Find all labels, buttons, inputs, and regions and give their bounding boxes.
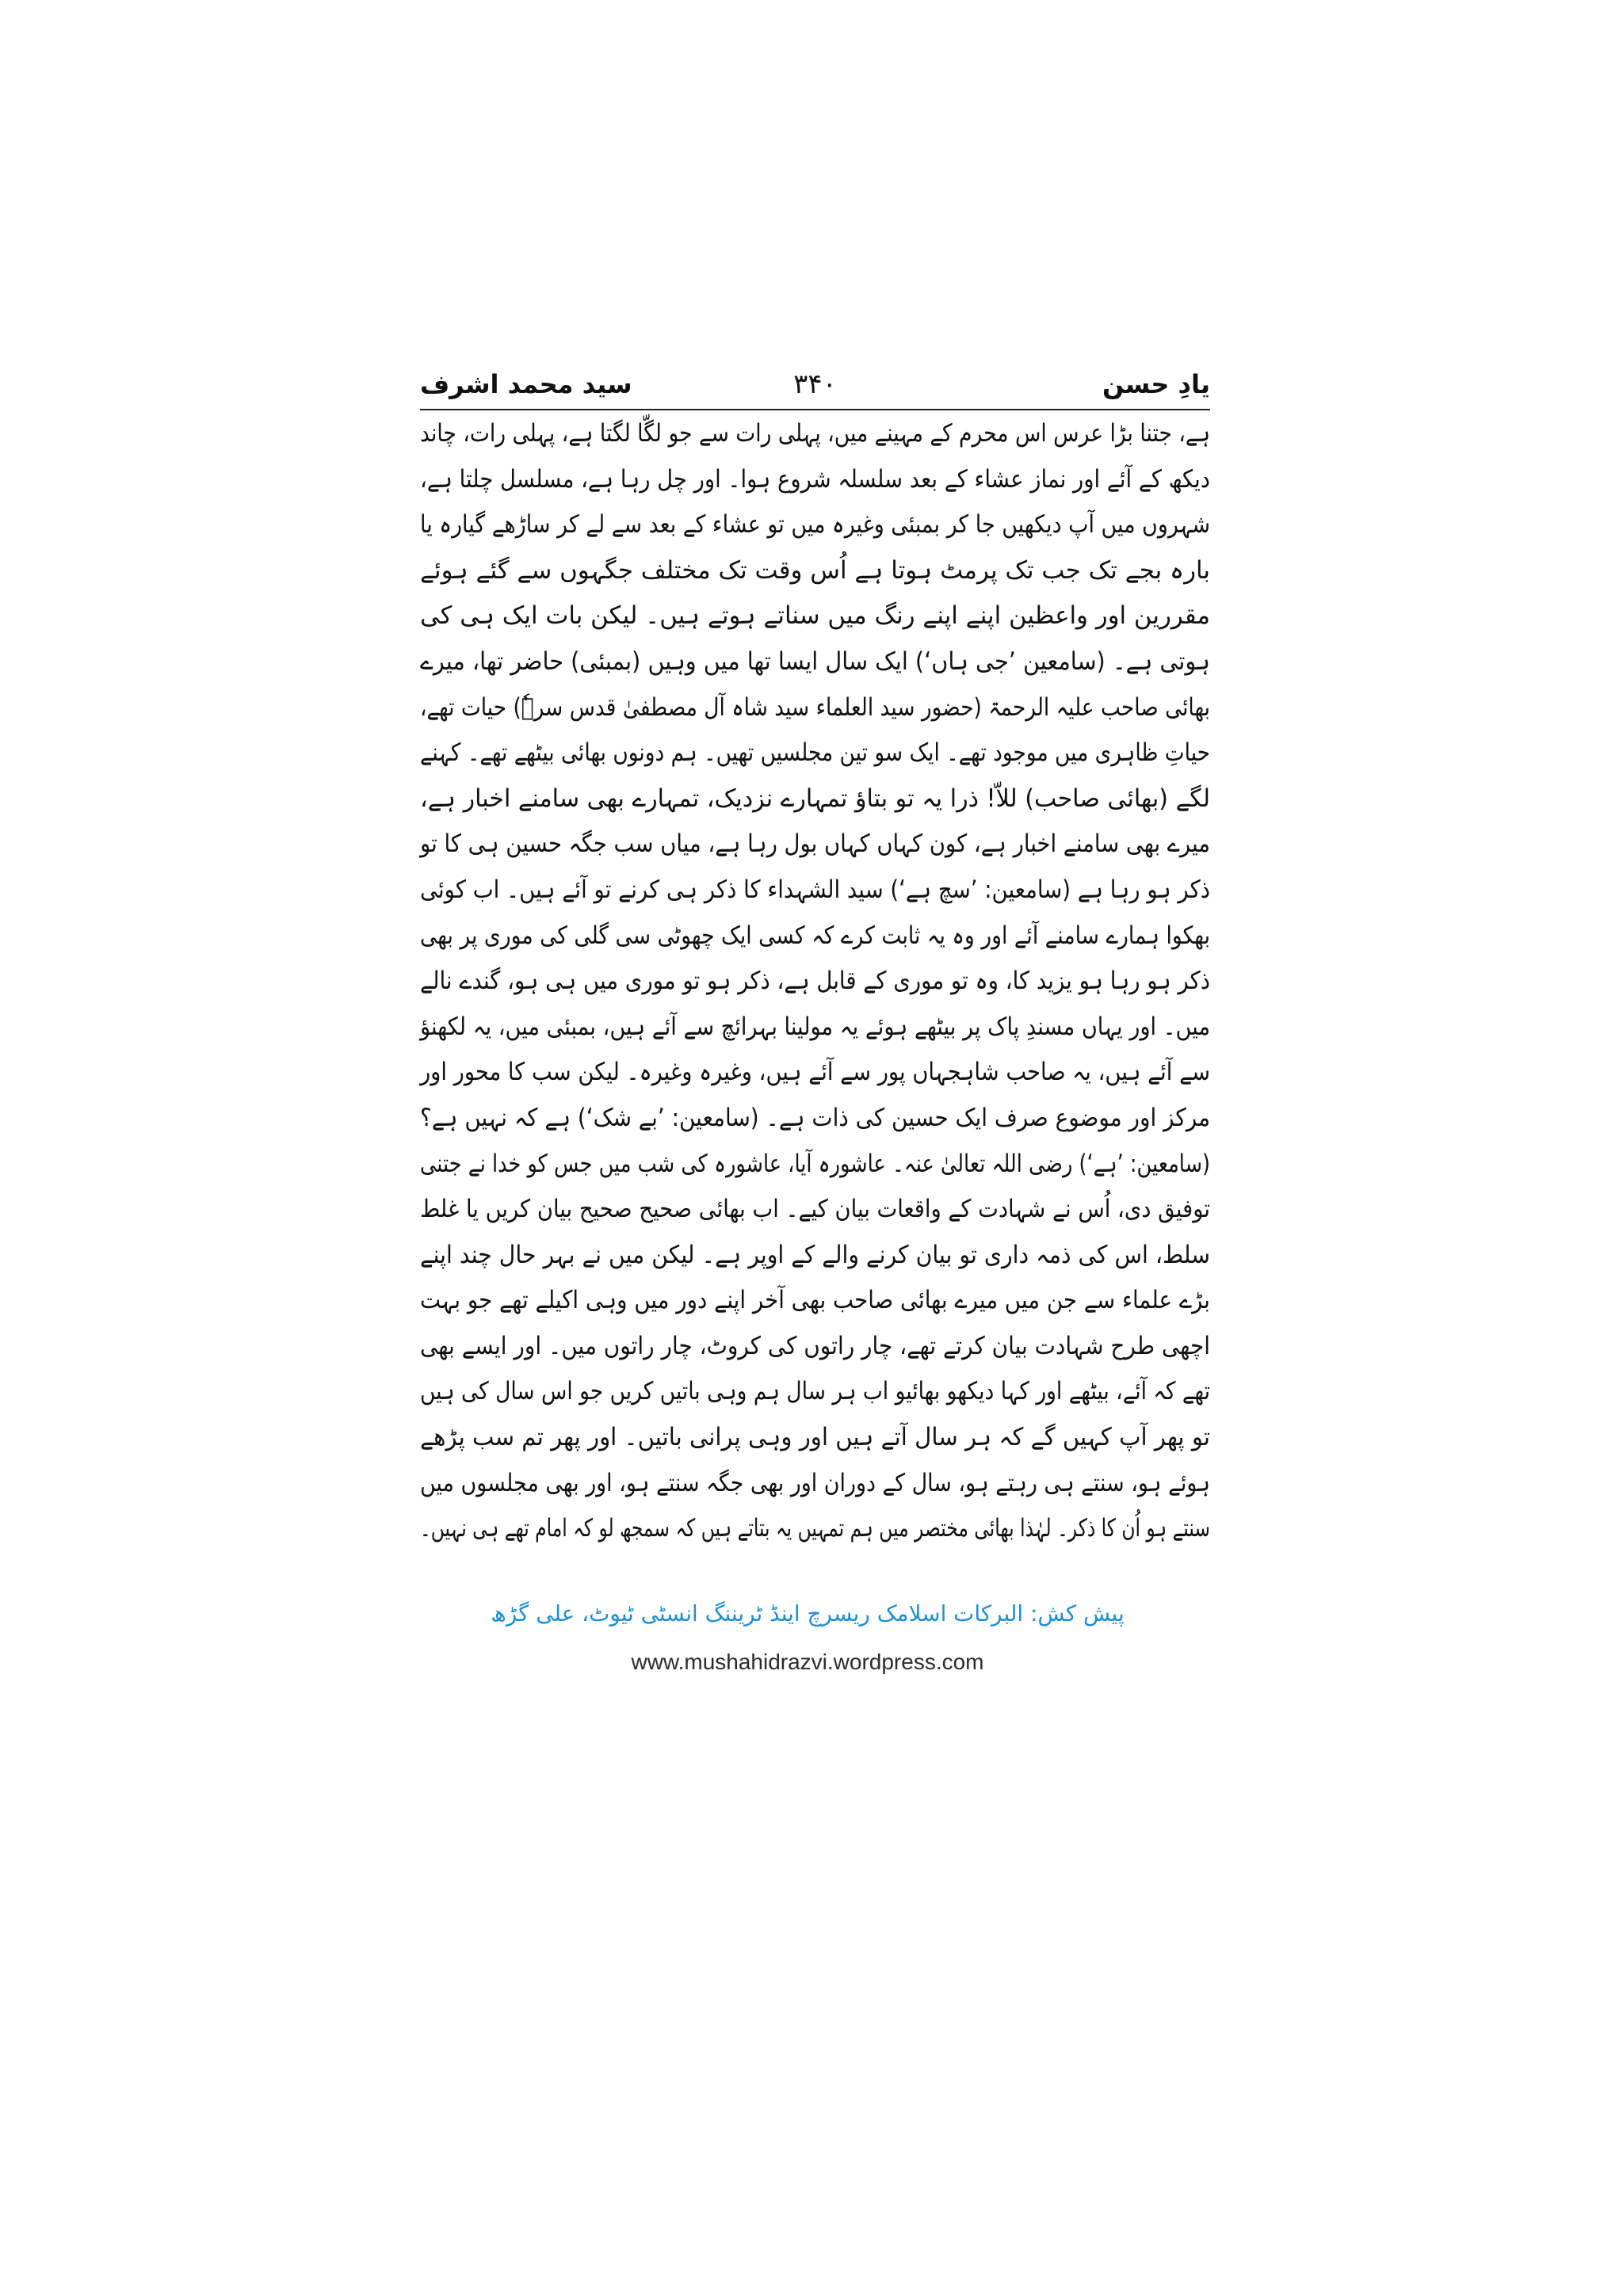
presenter-credit-text: پیش کش: البرکات اسلامک ریسرچ اینڈ ٹریننگ انسٹی ٹیوٹ، علی گڑھ [491,1600,1125,1627]
body-line [420,959,1210,1005]
body-line [419,822,1210,868]
body-line [419,1050,1210,1096]
body-line-text: (سامعین: ’ہے‘) رضی اللہ تعالیٰ عنہ۔ عاشورہ آیا، عاشورہ کی شب میں جس کو خدا نے جتنی [419,1149,1210,1178]
page-number: ۳۴۰ [793,368,837,400]
body-line [419,1369,1210,1415]
body-line [419,730,1210,776]
website-address-text: www.mushahidrazvi.wordpress.com [631,1650,984,1674]
body-line [420,411,1210,457]
presenter-credit [491,1592,1125,1632]
body-line [420,1506,1210,1552]
body-line-text: ہے، جتنا بڑا عرس اس محرم کے مہینے میں، پہلی رات سے جو لگّا لگتا ہے، پہلی رات، چاند [420,419,1210,448]
body-line-text: لگے (بھائی صاحب) للاّ! ذرا یہ تو بتاؤ تمہارے نزدیک، تمہارے بھی سامنے اخبار ہے، [420,784,1210,813]
body-line-text: میرے بھی سامنے اخبار ہے، کون کہاں کہاں بول رہا ہے، میاں سب جگہ حسین ہی کا تو [419,830,1210,859]
website-address [491,1648,1125,1676]
body-line-text: تو پھر آپ کہیں گے کہ ہر سال آتے ہیں اور وہی پرانی باتیں۔ اور پھر تم سب پڑھے [420,1423,1210,1452]
body-line-text: سے آئے ہیں، یہ صاحب شاہجہاں پور سے آئے ہیں، وغیرہ وغیرہ۔ لیکن سب کا محور اور [419,1058,1210,1087]
body-line-text: ذکر ہو رہا ہو یزید کا، وہ تو موری کے قابل ہے، ذکر ہو تو موری میں ہی ہو، گندے نالے [420,967,1210,996]
header-rule [420,409,1210,410]
body-line [420,502,1210,548]
body-line-text: اچھی طرح شہادت بیان کرتے تھے، چار راتوں کی کروٹ، چار راتوں میں۔ اور ایسے بھی [420,1331,1210,1360]
book-title: یادِ حسن [1102,369,1210,399]
body-line-text: تھے کہ آئے، بیٹھے اور کہا دیکھو بھائیو اب ہر سال ہم وہی باتیں کریں جو اس سال کی ہیں [419,1377,1210,1406]
body-line [419,548,1210,594]
body-line [420,776,1210,822]
body-line-text: مرکز اور موضوع صرف ایک حسین کی ذات ہے۔ (سامعین: ’بے شک‘) ہے کہ نہیں ہے؟ [420,1103,1210,1132]
body-line [419,1461,1210,1507]
body-line [419,685,1210,731]
body-line-text: مقررین اور واعظین اپنے اپنے رنگ میں سناتے ہوتے ہیں۔ لیکن بات ایک ہی کی [420,601,1210,631]
body-line [419,457,1210,503]
running-header [420,363,1210,406]
body-line [419,1005,1210,1051]
body-line-text: بھائی صاحب علیہ الرحمۃ (حضور سید العلماء سید شاہ آل مصطفیٰ قدس سرہٗ) حیات تھے، [419,692,1210,722]
body-line [420,1233,1210,1279]
body-line-text: میں۔ اور یہاں مسندِ پاک پر بیٹھے ہوئے یہ مولینا بہرائچ سے آئے ہیں، بمبئی میں، یہ لکھنؤ [419,1012,1210,1041]
body-line-text: ہوتی ہے۔ (سامعین ’جی ہاں‘) ایک سال ایسا تھا میں وہیں (بمبئی) حاضر تھا، میرے [420,646,1210,676]
body-line [420,1096,1210,1142]
body-line-text: ہوئے ہو، سنتے ہی رہتے ہو، سال کے دوران اور بھی جگہ سنتے ہو، اور بھی مجلسوں میں [419,1468,1210,1497]
body-line [419,1187,1210,1233]
body-line-text: سنتے ہو اُن کا ذکر۔ لہٰذا بھائی مختصر میں ہم تمہیں یہ بتاتے ہیں کہ سمجھ لو کہ امام تھے ہی نہیں۔ [420,1514,1210,1543]
body-line [420,868,1210,913]
body-line-text: توفیق دی، اُس نے شہادت کے واقعات بیان کیے۔ اب بھائی صحیح صحیح بیان کریں یا غلط [419,1195,1210,1224]
body-line-text: سلط، اس کی ذمہ داری تو بیان کرنے والے کے اوپر ہے۔ لیکن میں نے بہر حال چند اپنے [420,1240,1210,1269]
body-line [420,639,1210,685]
body-line [420,913,1210,959]
body-line-text: دیکھ کے آئے اور نماز عشاء کے بعد سلسلہ شروع ہوا۔ اور چل رہا ہے، مسلسل چلتا ہے، [419,464,1210,494]
body-line [420,593,1210,639]
body-line-text: حیاتِ ظاہری میں موجود تھے۔ ایک سو تین مجلسیں تھیں۔ ہم دونوں بھائی بیٹھے تھے۔ کہنے [419,738,1210,768]
body-line [420,1324,1210,1370]
body-line-text: بارہ بجے تک جب تک پرمٹ ہوتا ہے اُس وقت تک مختلف جگہوں سے گئے ہوئے [419,555,1210,585]
body-line-text: بڑے علماء سے جن میں میرے بھائی صاحب بھی آخر اپنے دور میں وہی اکیلے تھے جو بہت [420,1286,1210,1315]
author-name: سید محمد اشرف [420,369,632,399]
body-line [420,1415,1210,1461]
body-line-text: ذکر ہو رہا ہے (سامعین: ’سچ ہے‘) سید الشہداء کا ذکر ہی کرنے تو آئے ہیں۔ اب کوئی [420,875,1210,904]
body-line-text: شہروں میں آپ دیکھیں جا کر بمبئی وغیرہ میں تو عشاء کے بعد سے لے کر ساڑھے گیارہ یا [420,510,1210,540]
body-line [419,1142,1210,1188]
body-line-text: بھکوا ہمارے سامنے آئے اور وہ یہ ثابت کرے کہ کسی ایک چھوٹی سی گلی کی موری پر بھی [420,921,1210,950]
body-line [420,1278,1210,1324]
body-text [420,411,1210,1552]
